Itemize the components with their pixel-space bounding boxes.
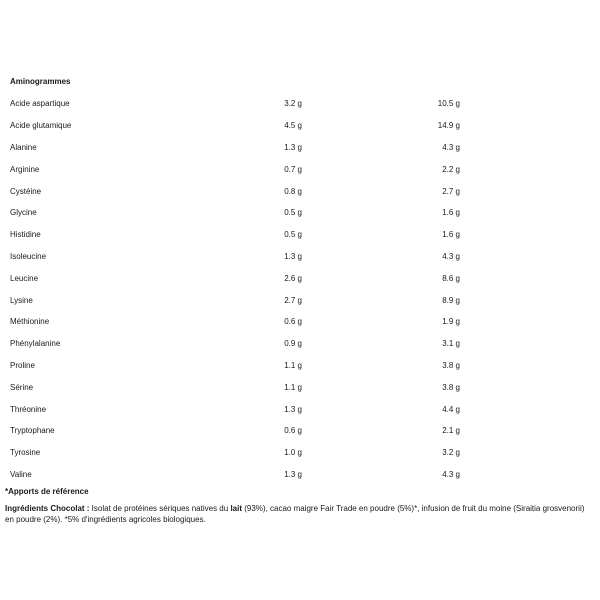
table-row [10, 311, 460, 333]
amount-value: 0.7 g [284, 164, 302, 174]
amount-value: 2.6 g [284, 273, 302, 283]
amino-acid-name: Tryptophane [10, 426, 55, 436]
amount-value: 0.5 g [284, 208, 302, 218]
ingredients-label: Ingrédients Chocolat : [5, 504, 90, 513]
table-row [10, 420, 460, 442]
amount-value: 0.6 g [284, 426, 302, 436]
reference-value: 14.9 g [437, 121, 460, 131]
amount-value: 0.5 g [284, 230, 302, 240]
amino-acid-name: Acide aspartique [10, 99, 70, 109]
reference-value: 8.6 g [442, 273, 460, 283]
amino-acid-name: Histidine [10, 230, 41, 240]
ingredients-text-before: Isolat de protéines sériques natives du [89, 504, 231, 513]
amount-value: 1.1 g [284, 360, 302, 370]
amino-acid-name: Lysine [10, 295, 33, 305]
amino-acid-name: Sérine [10, 382, 34, 392]
amount-value: 1.3 g [284, 142, 302, 152]
table-row [10, 224, 460, 246]
ingredients-text-after: (93%), cacao maigre Fair Trade en poudre (5%)*, infusion de fruit du moine (Siraitia grosvenorii) en poudre (2%). *5% d'ingrédients agricoles biologiques. [5, 504, 585, 524]
amino-acid-name: Thréonine [10, 404, 47, 414]
table-row [10, 267, 460, 289]
reference-value: 4.4 g [442, 404, 460, 414]
reference-note: *Apports de référence [5, 487, 89, 496]
amino-acid-name: Isoleucine [10, 251, 47, 261]
reference-value: 3.8 g [442, 360, 460, 370]
reference-value: 10.5 g [437, 99, 460, 109]
amino-acid-name: Glycine [10, 208, 37, 218]
section-heading: Aminogrammes [10, 77, 71, 86]
table-row [10, 202, 460, 224]
amino-acid-name: Tyrosine [10, 448, 41, 458]
reference-value: 3.2 g [442, 448, 460, 458]
amount-value: 1.3 g [284, 404, 302, 414]
amount-value: 2.7 g [284, 295, 302, 305]
reference-value: 4.3 g [442, 142, 460, 152]
amount-value: 3.2 g [284, 99, 302, 109]
reference-value: 1.6 g [442, 208, 460, 218]
aminogram-table-body [10, 93, 460, 485]
table-row [10, 289, 460, 311]
reference-value: 2.2 g [442, 164, 460, 174]
table-row [10, 398, 460, 420]
table-row [10, 115, 460, 137]
table-row [10, 355, 460, 377]
reference-value: 4.3 g [442, 469, 460, 479]
amount-value: 1.3 g [284, 251, 302, 261]
reference-value: 8.9 g [442, 295, 460, 305]
amount-value: 1.1 g [284, 382, 302, 392]
ingredients-bold-word: lait [230, 504, 242, 513]
table-row [10, 376, 460, 398]
aminogram-table [10, 93, 460, 485]
table-row [10, 158, 460, 180]
amino-acid-name: Alanine [10, 142, 37, 152]
reference-value: 1.6 g [442, 230, 460, 240]
table-row [10, 180, 460, 202]
reference-value: 4.3 g [442, 251, 460, 261]
amino-acid-name: Leucine [10, 273, 39, 283]
amino-acid-name: Arginine [10, 164, 40, 174]
reference-value: 2.1 g [442, 426, 460, 436]
table-row [10, 333, 460, 355]
amino-acid-name: Valine [10, 469, 32, 479]
amount-value: 0.9 g [284, 339, 302, 349]
reference-value: 3.8 g [442, 382, 460, 392]
amino-acid-name: Phénylalanine [10, 339, 61, 349]
reference-value: 1.9 g [442, 317, 460, 327]
table-row [10, 137, 460, 159]
amino-acid-name: Méthionine [10, 317, 50, 327]
amount-value: 1.0 g [284, 448, 302, 458]
ingredients-text [5, 503, 595, 525]
amount-value: 1.3 g [284, 469, 302, 479]
amino-acid-name: Acide glutamique [10, 121, 72, 131]
table-row [10, 442, 460, 464]
amino-acid-name: Cystéine [10, 186, 42, 196]
reference-value: 2.7 g [442, 186, 460, 196]
amount-value: 0.8 g [284, 186, 302, 196]
reference-value: 3.1 g [442, 339, 460, 349]
amino-acid-name: Proline [10, 360, 35, 370]
table-row [10, 464, 460, 486]
table-row [10, 93, 460, 115]
amount-value: 0.6 g [284, 317, 302, 327]
table-row [10, 246, 460, 268]
amount-value: 4.5 g [284, 121, 302, 131]
